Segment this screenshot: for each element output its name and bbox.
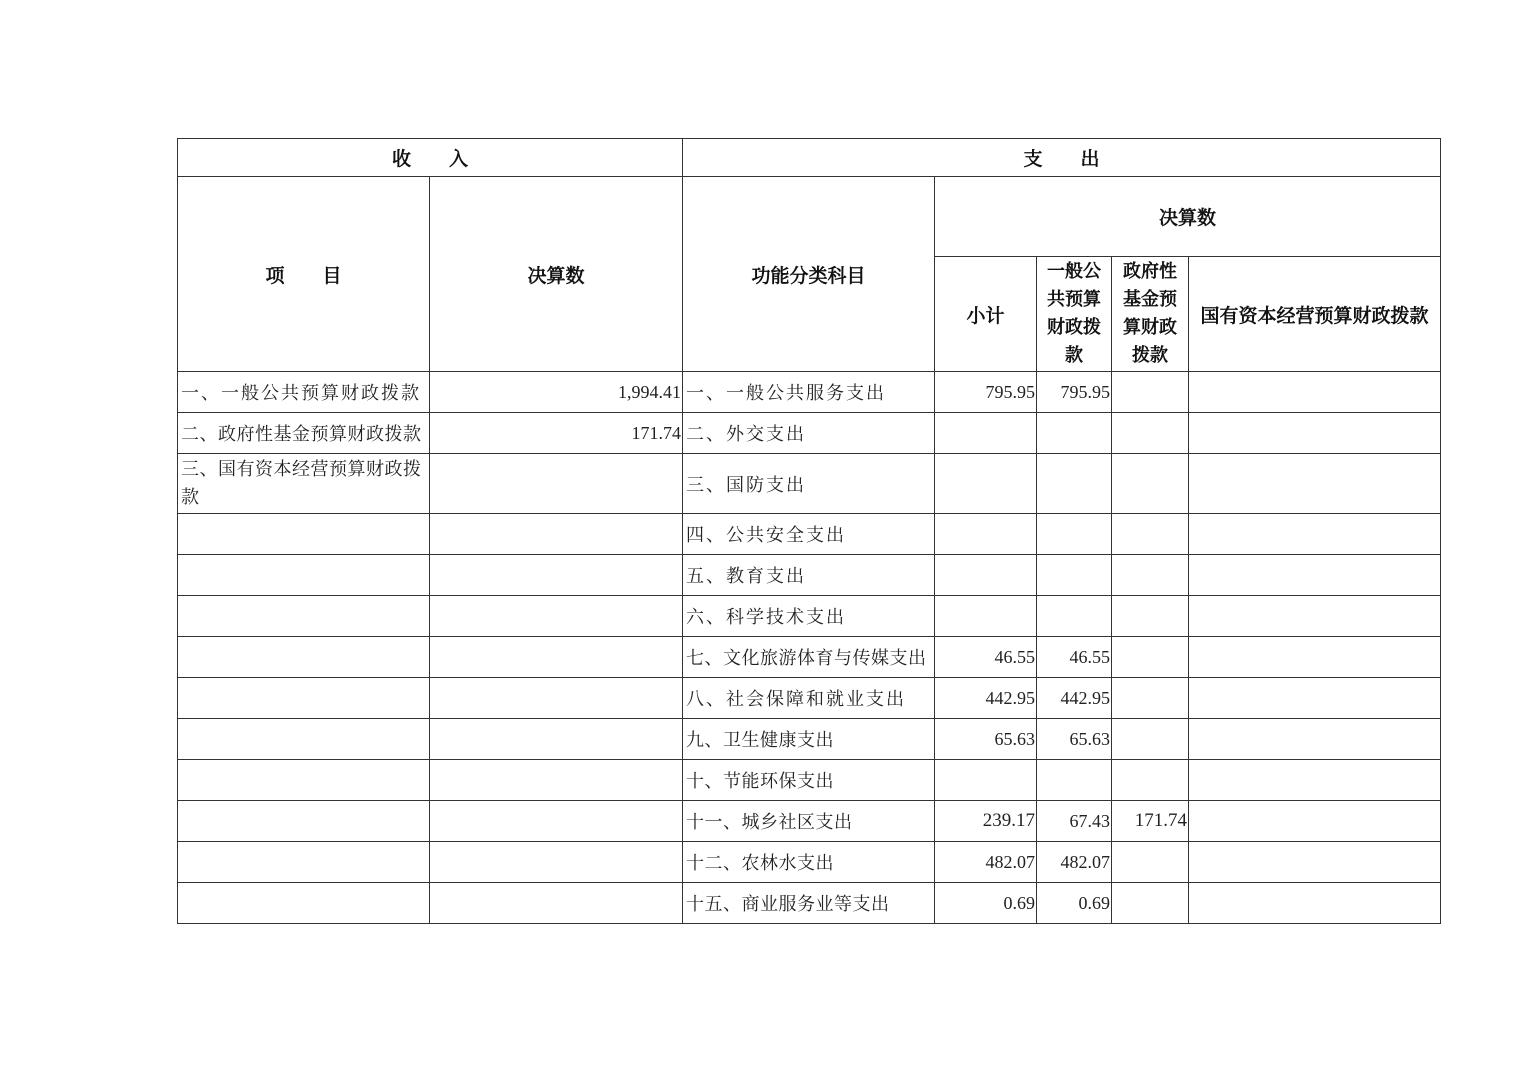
subject-cell: 三、国防支出	[683, 454, 935, 514]
capital-cell	[1189, 801, 1441, 842]
subject-cell: 一、一般公共服务支出	[683, 372, 935, 413]
income-item-cell	[178, 883, 430, 924]
table-row	[178, 555, 1441, 596]
income-expense-table	[177, 138, 1441, 924]
general-cell	[1037, 596, 1112, 637]
subtotal-header: 小计	[935, 257, 1037, 372]
gov-fund-header: 政府性基金预算财政拨款	[1112, 257, 1189, 372]
income-item-cell	[178, 514, 430, 555]
fund-cell	[1112, 760, 1189, 801]
income-amount-cell	[430, 596, 683, 637]
fund-cell	[1112, 514, 1189, 555]
fund-cell	[1112, 372, 1189, 413]
general-cell: 65.63	[1037, 719, 1112, 760]
general-cell	[1037, 514, 1112, 555]
income-amount-cell	[430, 842, 683, 883]
table-row	[178, 413, 1441, 454]
subtotal-cell: 795.95	[935, 372, 1037, 413]
subject-cell: 八、社会保障和就业支出	[683, 678, 935, 719]
final-amount-header: 决算数	[935, 177, 1441, 257]
table-row	[178, 454, 1441, 514]
income-item-cell	[178, 801, 430, 842]
subtotal-cell: 0.69	[935, 883, 1037, 924]
budget-table-sheet	[177, 138, 1440, 924]
subject-cell: 九、卫生健康支出	[683, 719, 935, 760]
header-row-1	[178, 139, 1441, 177]
capital-cell	[1189, 555, 1441, 596]
income-item-cell	[178, 555, 430, 596]
general-cell	[1037, 413, 1112, 454]
header-row-2	[178, 177, 1441, 257]
general-cell: 0.69	[1037, 883, 1112, 924]
income-amount-cell	[430, 514, 683, 555]
table-row	[178, 596, 1441, 637]
general-cell: 46.55	[1037, 637, 1112, 678]
table-row	[178, 760, 1441, 801]
fund-cell	[1112, 842, 1189, 883]
subject-cell: 十、节能环保支出	[683, 760, 935, 801]
table-row	[178, 514, 1441, 555]
fund-cell	[1112, 413, 1189, 454]
income-header: 收 入	[178, 139, 683, 177]
income-amount-cell	[430, 719, 683, 760]
income-item-cell: 一、一般公共预算财政拨款	[178, 372, 430, 413]
income-item-cell: 二、政府性基金预算财政拨款	[178, 413, 430, 454]
income-amount-cell	[430, 760, 683, 801]
fund-cell	[1112, 678, 1189, 719]
fund-cell	[1112, 596, 1189, 637]
subtotal-cell: 482.07	[935, 842, 1037, 883]
general-cell: 795.95	[1037, 372, 1112, 413]
subject-cell: 六、科学技术支出	[683, 596, 935, 637]
income-amount-cell	[430, 637, 683, 678]
fund-cell	[1112, 883, 1189, 924]
capital-cell	[1189, 596, 1441, 637]
subtotal-cell: 442.95	[935, 678, 1037, 719]
general-cell	[1037, 760, 1112, 801]
capital-cell	[1189, 719, 1441, 760]
table-row	[178, 678, 1441, 719]
capital-cell	[1189, 678, 1441, 719]
subtotal-cell	[935, 514, 1037, 555]
income-item-cell	[178, 760, 430, 801]
income-item-cell	[178, 596, 430, 637]
table-row	[178, 883, 1441, 924]
table-row	[178, 719, 1441, 760]
subtotal-cell	[935, 596, 1037, 637]
fund-cell	[1112, 454, 1189, 514]
subtotal-cell	[935, 760, 1037, 801]
subtotal-cell: 239.17	[935, 801, 1037, 842]
general-cell: 442.95	[1037, 678, 1112, 719]
income-amount-cell: 171.74	[430, 413, 683, 454]
capital-cell	[1189, 760, 1441, 801]
general-cell: 67.43	[1037, 801, 1112, 842]
subtotal-cell	[935, 555, 1037, 596]
subject-cell: 四、公共安全支出	[683, 514, 935, 555]
subject-cell: 五、教育支出	[683, 555, 935, 596]
table-row	[178, 801, 1441, 842]
income-item-cell	[178, 637, 430, 678]
income-amount-cell	[430, 883, 683, 924]
income-amount-cell	[430, 678, 683, 719]
income-item-cell	[178, 719, 430, 760]
income-amount-cell	[430, 555, 683, 596]
general-budget-header: 一般公共预算财政拨款	[1037, 257, 1112, 372]
subject-cell: 二、外交支出	[683, 413, 935, 454]
income-item-cell	[178, 678, 430, 719]
table-row	[178, 637, 1441, 678]
capital-cell	[1189, 454, 1441, 514]
fund-cell	[1112, 719, 1189, 760]
item-header: 项 目	[178, 177, 430, 372]
capital-cell	[1189, 842, 1441, 883]
table-row	[178, 842, 1441, 883]
subject-cell: 十五、商业服务业等支出	[683, 883, 935, 924]
subtotal-cell	[935, 454, 1037, 514]
income-amount-cell	[430, 801, 683, 842]
subject-cell: 十二、农林水支出	[683, 842, 935, 883]
general-cell	[1037, 454, 1112, 514]
income-item-cell: 三、国有资本经营预算财政拨款	[178, 454, 430, 514]
table-row	[178, 372, 1441, 413]
income-item-cell	[178, 842, 430, 883]
function-subject-header: 功能分类科目	[683, 177, 935, 372]
capital-cell	[1189, 372, 1441, 413]
general-cell: 482.07	[1037, 842, 1112, 883]
subject-cell: 七、文化旅游体育与传媒支出	[683, 637, 935, 678]
capital-cell	[1189, 637, 1441, 678]
capital-cell	[1189, 413, 1441, 454]
capital-cell	[1189, 883, 1441, 924]
amount-header: 决算数	[430, 177, 683, 372]
fund-cell	[1112, 555, 1189, 596]
expense-header: 支 出	[683, 139, 1441, 177]
subtotal-cell: 46.55	[935, 637, 1037, 678]
fund-cell: 171.74	[1112, 801, 1189, 842]
income-amount-cell	[430, 454, 683, 514]
state-capital-header: 国有资本经营预算财政拨款	[1189, 257, 1441, 372]
income-amount-cell: 1,994.41	[430, 372, 683, 413]
subtotal-cell: 65.63	[935, 719, 1037, 760]
subtotal-cell	[935, 413, 1037, 454]
general-cell	[1037, 555, 1112, 596]
fund-cell	[1112, 637, 1189, 678]
subject-cell: 十一、城乡社区支出	[683, 801, 935, 842]
capital-cell	[1189, 514, 1441, 555]
